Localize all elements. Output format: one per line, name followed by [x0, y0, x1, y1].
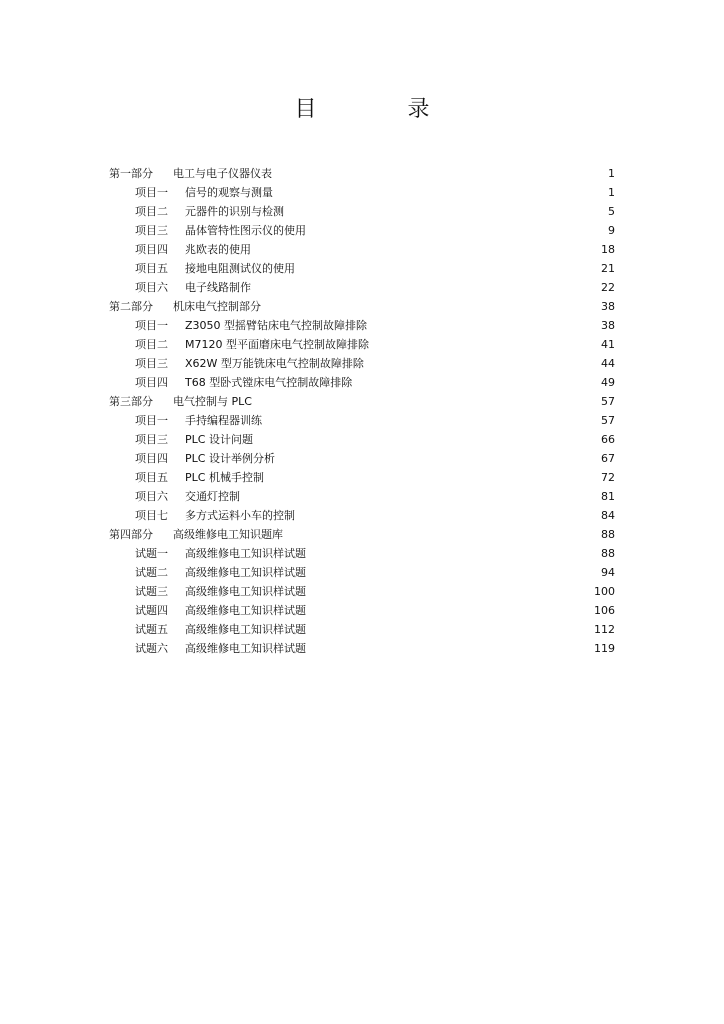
toc-page-number: 49 — [601, 376, 615, 389]
toc-item-row[interactable] — [109, 601, 615, 620]
toc-item-row[interactable] — [109, 316, 615, 335]
toc-page-number: 38 — [601, 300, 615, 313]
toc-entry-title: 电工与电子仪器仪表 — [173, 167, 272, 180]
toc-entry-title: 高级维修电工知识样试题 — [185, 566, 306, 579]
toc-entry-title: 接地电阻测试仪的使用 — [185, 262, 295, 275]
toc-page-number: 88 — [601, 547, 615, 560]
toc-page-number: 57 — [601, 414, 615, 427]
toc-item-row[interactable] — [109, 544, 615, 563]
toc-entry-label: 项目二 — [135, 205, 168, 218]
toc-entry-title: M7120 型平面磨床电气控制故障排除 — [185, 338, 369, 351]
toc-part-row[interactable] — [109, 525, 615, 544]
toc-entry-title: 电气控制与 PLC — [173, 395, 252, 408]
toc-item-row[interactable] — [109, 449, 615, 468]
page-title: 目 录 — [294, 97, 472, 122]
toc-page-number: 112 — [594, 623, 615, 636]
toc-entry-title: 多方式运料小车的控制 — [185, 509, 295, 522]
toc-page-number: 106 — [594, 604, 615, 617]
toc-item-row[interactable] — [109, 487, 615, 506]
toc-entry-label: 项目五 — [135, 262, 168, 275]
toc-item-row[interactable] — [109, 183, 615, 202]
toc-item-row[interactable] — [109, 354, 615, 373]
toc-entry-label: 第二部分 — [109, 300, 153, 313]
toc-entry-title: 手持编程器训练 — [185, 414, 262, 427]
toc-entry-title: 高级维修电工知识样试题 — [185, 604, 306, 617]
toc-entry-title: Z3050 型摇臂钻床电气控制故障排除 — [185, 319, 368, 332]
toc-page-number: 1 — [608, 167, 615, 180]
toc-entry-label: 项目三 — [135, 433, 168, 446]
toc-item-row[interactable] — [109, 373, 615, 392]
toc-entry-label: 项目五 — [135, 471, 168, 484]
toc-entry-label: 第四部分 — [109, 528, 153, 541]
toc-entry-label: 项目七 — [135, 509, 168, 522]
table-of-contents — [109, 164, 615, 658]
toc-page-number: 21 — [601, 262, 615, 275]
toc-entry-title: 高级维修电工知识样试题 — [185, 642, 306, 655]
toc-entry-label: 项目三 — [135, 357, 168, 370]
toc-item-row[interactable] — [109, 411, 615, 430]
toc-item-row[interactable] — [109, 468, 615, 487]
toc-item-row[interactable] — [109, 202, 615, 221]
toc-page-number: 38 — [601, 319, 615, 332]
toc-entry-label: 试题四 — [135, 604, 168, 617]
toc-page-number: 67 — [601, 452, 615, 465]
toc-entry-label: 第三部分 — [109, 395, 153, 408]
toc-item-row[interactable] — [109, 620, 615, 639]
toc-entry-title: 高级维修电工知识样试题 — [185, 585, 306, 598]
toc-entry-label: 项目一 — [135, 414, 168, 427]
toc-entry-title: 机床电气控制部分 — [173, 300, 261, 313]
toc-entry-title: PLC 机械手控制 — [185, 471, 264, 484]
toc-item-row[interactable] — [109, 221, 615, 240]
toc-entry-title: 高级维修电工知识题库 — [173, 528, 283, 541]
toc-page-number: 66 — [601, 433, 615, 446]
toc-entry-title: 兆欧表的使用 — [185, 243, 251, 256]
toc-part-row[interactable] — [109, 164, 615, 183]
toc-item-row[interactable] — [109, 278, 615, 297]
toc-page-number: 5 — [608, 205, 615, 218]
toc-entry-label: 试题一 — [135, 547, 168, 560]
toc-entry-label: 项目三 — [135, 224, 168, 237]
toc-page-number: 18 — [601, 243, 615, 256]
toc-entry-title: PLC 设计举例分析 — [185, 452, 275, 465]
toc-entry-title: T68 型卧式镗床电气控制故障排除 — [185, 376, 353, 389]
toc-entry-title: 高级维修电工知识样试题 — [185, 623, 306, 636]
toc-page-number: 9 — [608, 224, 615, 237]
toc-item-row[interactable] — [109, 335, 615, 354]
toc-page-number: 22 — [601, 281, 615, 294]
toc-entry-label: 项目一 — [135, 186, 168, 199]
toc-entry-title: 高级维修电工知识样试题 — [185, 547, 306, 560]
toc-entry-title: 晶体管特性图示仪的使用 — [185, 224, 306, 237]
toc-item-row[interactable] — [109, 506, 615, 525]
toc-page-number: 72 — [601, 471, 615, 484]
toc-entry-label: 项目四 — [135, 376, 168, 389]
toc-entry-title: X62W 型万能铣床电气控制故障排除 — [185, 357, 364, 370]
toc-entry-title: 元器件的识别与检测 — [185, 205, 284, 218]
toc-page-number: 84 — [601, 509, 615, 522]
toc-entry-label: 试题五 — [135, 623, 168, 636]
toc-item-row[interactable] — [109, 430, 615, 449]
toc-entry-label: 第一部分 — [109, 167, 153, 180]
toc-item-row[interactable] — [109, 240, 615, 259]
toc-entry-label: 项目一 — [135, 319, 168, 332]
toc-entry-label: 试题三 — [135, 585, 168, 598]
toc-item-row[interactable] — [109, 259, 615, 278]
toc-page-number: 100 — [594, 585, 615, 598]
toc-entry-label: 项目四 — [135, 452, 168, 465]
toc-entry-label: 项目四 — [135, 243, 168, 256]
toc-page-number: 1 — [608, 186, 615, 199]
toc-page-number: 44 — [601, 357, 615, 370]
toc-page-number: 41 — [601, 338, 615, 351]
toc-entry-label: 试题二 — [135, 566, 168, 579]
toc-part-row[interactable] — [109, 392, 615, 411]
toc-entry-label: 项目六 — [135, 490, 168, 503]
toc-entry-label: 试题六 — [135, 642, 168, 655]
toc-entry-title: PLC 设计问题 — [185, 433, 253, 446]
toc-entry-title: 交通灯控制 — [185, 490, 240, 503]
toc-page-number: 88 — [601, 528, 615, 541]
toc-page-number: 81 — [601, 490, 615, 503]
toc-page-number: 94 — [601, 566, 615, 579]
toc-item-row[interactable] — [109, 639, 615, 658]
toc-item-row[interactable] — [109, 563, 615, 582]
toc-entry-title: 电子线路制作 — [185, 281, 251, 294]
toc-page-number: 57 — [601, 395, 615, 408]
toc-item-row[interactable] — [109, 582, 615, 601]
toc-part-row[interactable] — [109, 297, 615, 316]
toc-entry-label: 项目二 — [135, 338, 168, 351]
toc-entry-label: 项目六 — [135, 281, 168, 294]
toc-entry-title: 信号的观察与测量 — [185, 186, 273, 199]
toc-page-number: 119 — [594, 642, 615, 655]
